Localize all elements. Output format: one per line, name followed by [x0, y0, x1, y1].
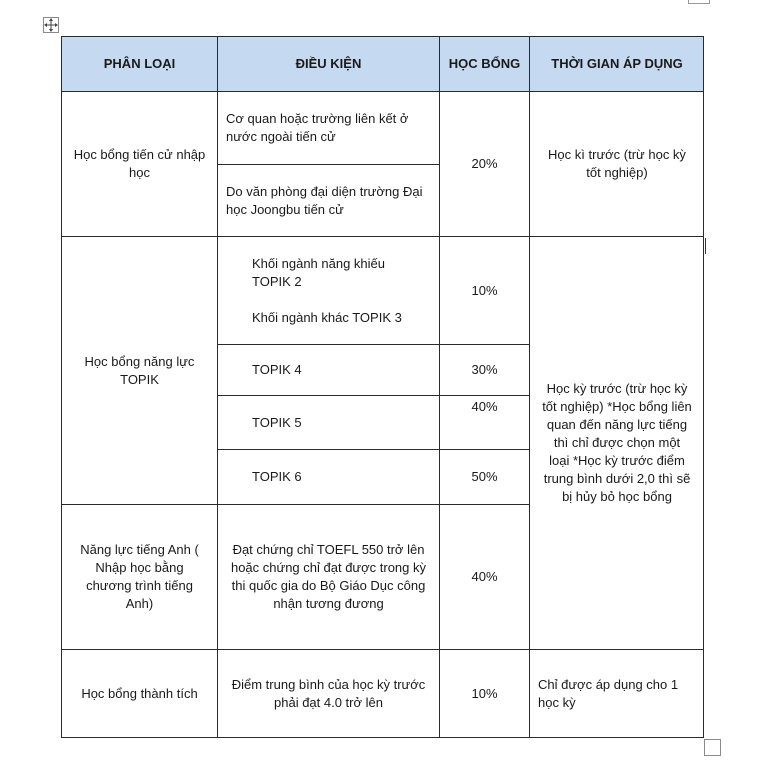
achievement-scholarship: 10%: [439, 649, 529, 738]
admission-condition-2: [217, 164, 439, 236]
resize-square-icon[interactable]: [704, 739, 721, 756]
admission-condition-2-text: Do văn phòng đại diện trường Đại học Joongbu tiến cử: [226, 183, 423, 217]
text-cursor: [705, 238, 706, 254]
page-corner-mark: [688, 0, 710, 4]
topik-condition-d: TOPIK 6: [217, 449, 439, 504]
admission-period: [529, 91, 704, 236]
topik-category-text: Học bổng năng lực TOPIK: [84, 353, 195, 387]
topik-category: [61, 236, 217, 504]
header-condition: ĐIỀU KIỆN: [217, 36, 439, 91]
topik-condition-c: TOPIK 5: [217, 395, 439, 449]
achievement-condition-text: Điểm trung bình của học kỳ trước phải đạt 4.0 trở lên: [231, 677, 426, 710]
topik-condition-a-line2: Khối ngành khác TOPIK 3: [252, 309, 402, 325]
topik-period: [529, 236, 704, 649]
admission-scholarship: 20%: [439, 91, 529, 236]
admission-category: [61, 91, 217, 236]
admission-category-text: Học bổng tiến cử nhập học: [73, 147, 206, 180]
scholarship-table: [61, 36, 704, 738]
admission-period-text: Học kì trước (trừ học kỳ tốt nghiệp): [548, 147, 686, 180]
admission-condition-1-text: Cơ quan hoặc trường liên kết ở nước ngoài tiến cử: [226, 111, 409, 144]
achievement-period-text: Chỉ được áp dụng cho 1 học kỳ: [538, 677, 679, 710]
achievement-category: Học bổng thành tích: [61, 649, 217, 738]
english-scholarship: 40%: [439, 504, 529, 649]
admission-condition-1: [217, 91, 439, 164]
topik-period-text: Học kỳ trước (trừ học kỳ tốt nghiệp) *Học bổng liên quan đến năng lực tiếng thì chỉ được chọn một loại *Học kỳ trước điểm trung bình dưới 2,0 thì sẽ bị hủy bỏ học bổng: [542, 381, 692, 504]
topik-scholarship-c: 40%: [439, 395, 529, 449]
header-category: PHÂN LOẠI: [61, 36, 217, 91]
english-condition-text: Đạt chứng chỉ TOEFL 550 trở lên hoặc chứng chỉ đạt được trong kỳ thi quốc gia do Bộ Giáo Dục công nhận tương đương: [230, 542, 427, 611]
topik-condition-b: TOPIK 4: [217, 344, 439, 395]
english-category: [61, 504, 217, 649]
topik-scholarship-d: 50%: [439, 449, 529, 504]
english-condition: [217, 504, 439, 649]
english-category-text: Năng lực tiếng Anh ( Nhập học bằng chương trình tiếng Anh): [80, 542, 199, 611]
achievement-period: [529, 649, 704, 738]
topik-condition-a-line1: Khối ngành năng khiếu TOPIK 2: [252, 255, 386, 289]
achievement-condition: [217, 649, 439, 738]
topik-scholarship-b: 30%: [439, 344, 529, 395]
header-scholarship: HỌC BỔNG: [439, 36, 529, 91]
topik-scholarship-a: 10%: [439, 236, 529, 344]
table-move-handle-icon[interactable]: [43, 17, 59, 33]
topik-condition-a: [217, 236, 439, 344]
header-period: THỜI GIAN ÁP DỤNG: [529, 36, 704, 91]
